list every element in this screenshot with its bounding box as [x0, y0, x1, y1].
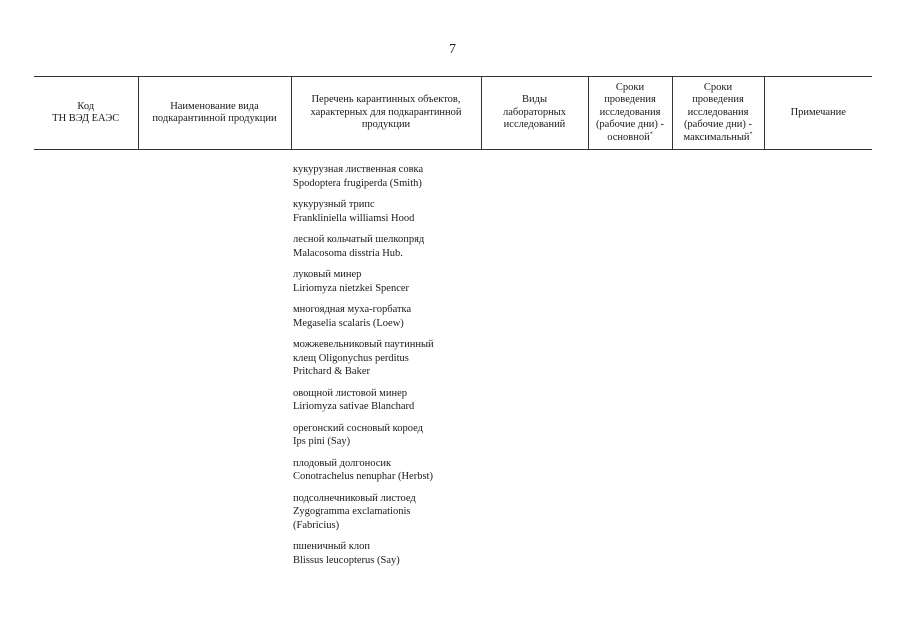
header-product-name — [138, 77, 291, 150]
header-line: Перечень карантинных объектов, — [311, 94, 461, 106]
entry-line: клещ Oligonychus perditus — [293, 352, 409, 364]
entry-common-name: можжевельниковый паутинный — [293, 339, 434, 350]
list-item — [293, 338, 493, 379]
header-line: характерных для подкарантинной — [310, 106, 462, 118]
header-lab-research-types — [481, 77, 588, 150]
header-line: продукции — [361, 119, 411, 131]
header-line: исследования — [599, 106, 661, 118]
entry-common-name: лесной кольчатый шелкопряд — [293, 234, 425, 245]
header-line: исследования — [687, 106, 749, 118]
list-item — [293, 422, 493, 449]
list-item — [293, 268, 493, 295]
entry-line: Malacosoma disstria Hub. — [293, 247, 403, 259]
entry-common-name: многоядная муха-горбатка — [293, 304, 412, 315]
header-line — [591, 132, 670, 145]
list-item — [293, 387, 493, 414]
header-line-text: основной — [607, 131, 650, 143]
header-term-maximum — [672, 77, 764, 150]
header-code — [34, 77, 138, 150]
list-item — [293, 163, 493, 190]
entry-common-name: кукурузная лиственная совка — [293, 164, 424, 175]
header-line: Наименование вида — [170, 100, 259, 112]
header-line: Код — [77, 100, 95, 112]
header-line: проведения — [604, 94, 656, 106]
entry-common-name: кукурузный трипс — [293, 199, 375, 210]
header-term-basic — [588, 77, 672, 150]
header-line: исследований — [503, 119, 566, 131]
entry-line: Liriomyza nietzkei Spencer — [293, 282, 410, 294]
list-item — [293, 303, 493, 330]
entry-line: Megaselia scalaris (Loew) — [293, 317, 404, 329]
quarantine-objects-list — [293, 163, 493, 575]
entry-common-name: пшеничный клоп — [293, 541, 371, 552]
entry-line: Conotrachelus nenuphar (Herbst) — [293, 471, 433, 482]
list-item — [293, 233, 493, 260]
header-line — [675, 132, 762, 145]
header-quarantine-objects — [291, 77, 481, 150]
entry-line: (Fabricius) — [293, 519, 340, 531]
header-line: (рабочие дни) - — [595, 119, 665, 131]
header-line: Виды — [521, 94, 548, 106]
header-line: подкарантинной продукции — [152, 113, 277, 124]
header-line: (рабочие дни) - — [683, 119, 753, 131]
header-line: Примечание — [790, 106, 846, 118]
entry-line: Blissus leucopterus (Say) — [293, 554, 400, 566]
entry-line: Pritchard & Baker — [293, 366, 370, 377]
entry-line: Spodoptera frugiperda (Smith) — [293, 177, 422, 189]
entry-line: Ips pini (Say) — [293, 436, 351, 447]
entry-common-name: овощной листовой минер — [293, 387, 407, 399]
list-item — [293, 457, 493, 484]
header-line-text: максимальный — [683, 131, 750, 143]
page-number: 7 — [449, 42, 456, 57]
footnote-mark: * — [749, 131, 753, 138]
entry-line: Zygogramma exclamationis — [293, 506, 411, 517]
header-note — [764, 77, 872, 150]
header-line: Сроки — [703, 81, 733, 93]
list-item — [293, 540, 493, 567]
entry-common-name: луковый минер — [293, 269, 362, 280]
header-line: лабораторных — [502, 106, 566, 118]
header-line: Сроки — [615, 81, 645, 93]
header-line: ТН ВЭД ЕАЭС — [52, 113, 120, 124]
entry-line: Frankliniella williamsi Hood — [293, 212, 415, 224]
entry-common-name: подсолнечниковый листоед — [293, 492, 416, 504]
entry-line: Liriomyza sativae Blanchard — [293, 401, 415, 412]
entry-common-name: плодовый долгоносик — [293, 457, 392, 469]
list-item — [293, 198, 493, 225]
table-header — [34, 76, 872, 150]
header-line: проведения — [692, 94, 744, 106]
footnote-mark: * — [649, 131, 653, 138]
header-row — [34, 77, 872, 150]
entry-common-name: орегонский сосновый короед — [293, 422, 423, 434]
list-item — [293, 492, 493, 533]
